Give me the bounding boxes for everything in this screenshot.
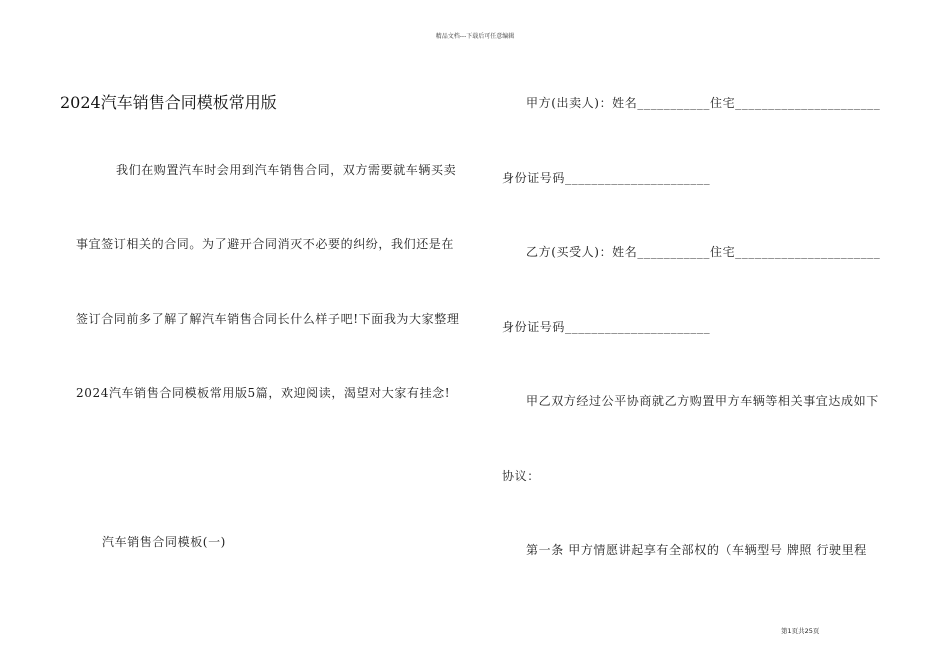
agreement-label: 协议： [502,469,540,483]
paragraph-line-4: 2024汽车销售合同模板常用版5篇，欢迎阅读，渴望对大家有挂念! [76,386,451,400]
header-note: 精品文档---下载后可任意编辑 [435,33,515,40]
page-number: 第1页共25页 [781,627,820,635]
agreement-intro-line: 甲乙双方经过公平协商就乙方购置甲方车辆等相关事宜达成如下 [526,394,879,408]
section-heading: 汽车销售合同模板(一) [102,535,226,549]
document-title: 2024汽车销售合同模板常用版 [60,93,277,112]
party-a-line: 甲方(出卖人)：姓名___________住宅______________________ [526,96,881,110]
party-a-id-line: 身份证号码______________________ [502,171,711,185]
paragraph-line-1: 我们在购置汽车时会用到汽车销售合同，双方需要就车辆买卖 [116,163,457,177]
article-one-line: 第一条 甲方情愿讲起享有全部权的（车辆型号 牌照 行驶里程 [526,543,867,557]
paragraph-line-2: 事宜签订相关的合同。为了避开合同消灭不必要的纠纷，我们还是在 [76,237,455,251]
paragraph-line-3: 签订合同前多了解了解汽车销售合同长什么样子吧!下面我为大家整理 [76,312,460,326]
party-b-id-line: 身份证号码______________________ [502,320,711,334]
party-b-line: 乙方(买受人)：姓名___________住宅______________________ [526,245,881,259]
